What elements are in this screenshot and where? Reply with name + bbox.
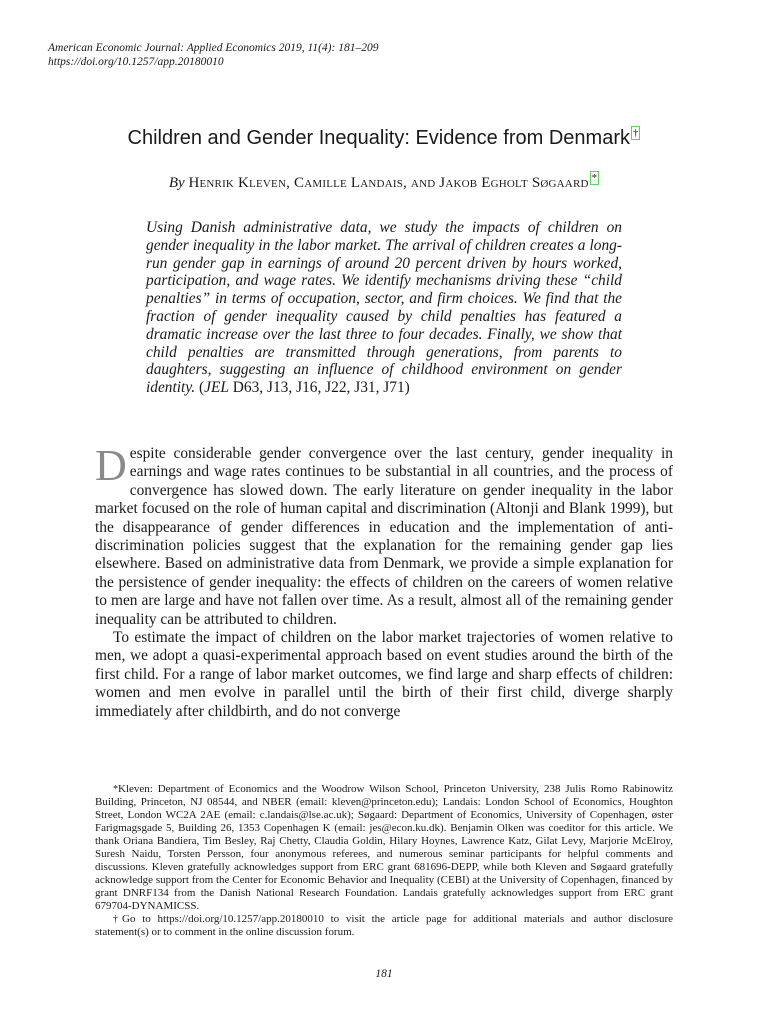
footnote-2-text: Go to https://doi.org/10.1257/app.20180010 to visit the article page for additional materials and author disclosure statement(s) or to comment in the online discussion forum. xyxy=(95,913,674,938)
author-names: Henrik Kleven, Camille Landais, and Jakob Egholt Søgaard xyxy=(188,175,589,191)
paragraph-1 xyxy=(95,441,673,629)
paper-title xyxy=(0,127,768,150)
journal-citation: American Economic Journal: Applied Economics 2019, 11(4): 181–209 xyxy=(48,42,379,54)
drop-cap: D xyxy=(95,441,127,490)
journal-header xyxy=(48,41,378,69)
jel-codes: D63, J13, J16, J22, J31, J71) xyxy=(228,379,410,397)
footnote-2-symbol: † xyxy=(113,914,123,925)
footnotes xyxy=(95,783,673,939)
title-footnote-mark[interactable]: † xyxy=(632,127,639,140)
page-number: 181 xyxy=(375,968,393,980)
footnote-1-text: Kleven: Department of Economics and the Woodrow Wilson School, Princeton University, 238 Julis Romo Rabinowitz Building, Princeton, NJ 08544, and NBER (email: kleven@princeton.edu); Landais: London School of Economics, Houghton Street, London WC2A 2AE (email: c.landais@lse.ac.uk); Søgaard: Department of Economics, University of Copenhagen, øster Farigmagsgade 5, Building 26, 1353 Copenhagen K (email: jes@econ.ku.dk). Benjamin Olken was coeditor for this article. We thank Oriana Bandiera, Tim Besley, Raj Chetty, Claudia Goldin, Hilary Hoynes, Lawrence Katz, Gilat Levy, Marjorie McElroy, Suresh Naidu, Torsten Persson, four anonymous referees, and numerous seminar participants for helpful comments and discussions. Kleven gratefully acknowledges support from ERC grant 681696-DEPP, while both Kleven and Søgaard gratefully acknowledge support from the Center for Economic Behavior and Inequality (CEBI) at the University of Copenhagen, financed by grant DNRF134 from the Danish National Research Foundation. Landais gratefully acknowledges support from ERC grant 679704-DYNAMICSS. xyxy=(95,783,673,912)
footnote-2 xyxy=(95,913,673,939)
author-line xyxy=(0,173,768,192)
footnote-1-symbol: * xyxy=(113,784,118,795)
body-text xyxy=(95,441,673,721)
abstract xyxy=(146,219,622,397)
paper-title-text: Children and Gender Inequality: Evidence from Denmark xyxy=(127,127,630,149)
author-by: By xyxy=(168,175,185,191)
jel-open-paren: ( xyxy=(199,379,205,397)
jel-label: JEL xyxy=(204,379,229,397)
author-footnote-mark[interactable]: * xyxy=(591,172,598,184)
paragraph-2: To estimate the impact of children on the labor market trajectories of women relative to men, we adopt a quasi-experimental approach based on event studies around the birth of the first child. For a range of labor market outcomes, we find large and sharp effects of children: women and men evolve in parallel until the birth of their first child, diverge sharply immediately after childbirth, and do not converge xyxy=(95,629,673,720)
paragraph-1-text: espite considerable gender convergence over the last century, gender inequality in earnings and wage rates continues to be substantial in all countries, and the process of convergence has slowed down. The early literature on gender inequality in the labor market focused on the role of human capital and discrimination (Altonji and Blank 1999), but the disappearance of gender differences in education and the implementation of anti-discrimination policies suggest that the explanation for the remaining gender gap lies elsewhere. Based on administrative data from Denmark, we provide a simple explanation for the persistence of gender inequality: the effects of children on the careers of women relative to men are large and have not fallen over time. As a result, almost all of the remaining gender inequality can be attributed to children. xyxy=(95,445,673,628)
abstract-text: Using Danish administrative data, we study the impacts of children on gender inequality in the labor market. The arrival of children creates a long-run gender gap in earnings of around 20 percent driven by hours worked, participation, and wage rates. We identify mechanisms driving these “child penalties” in terms of occupation, sector, and firm choices. We find that the fraction of gender inequality caused by child penalties has featured a dramatic increase over the last three to four decades. Finally, we show that child penalties are transmitted through generations, from parents to daughters, suggesting an influence of childhood environment on gender identity. xyxy=(146,219,622,397)
footnote-1 xyxy=(95,783,673,913)
doi-link[interactable]: https://doi.org/10.1257/app.20180010 xyxy=(48,56,224,68)
